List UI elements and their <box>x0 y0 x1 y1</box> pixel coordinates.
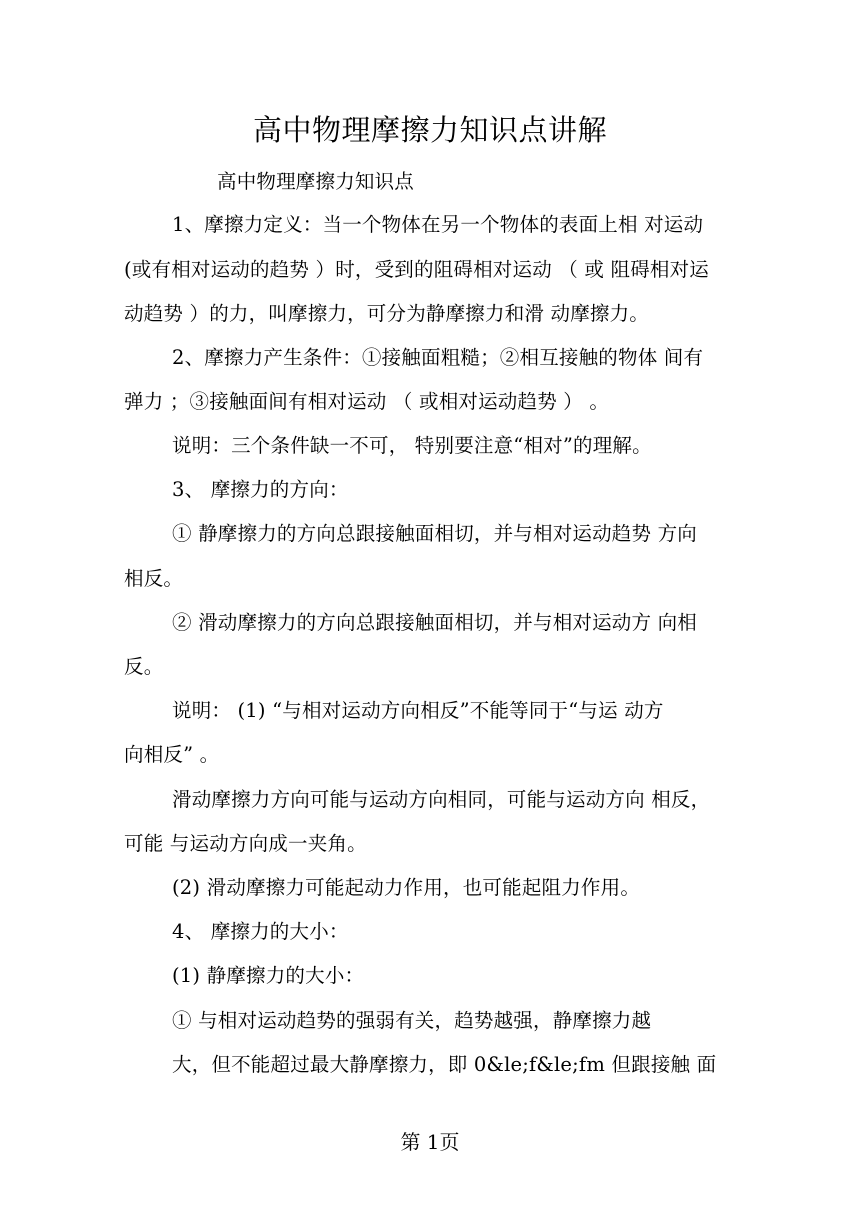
section-heading: 3、 摩擦力的方向： <box>172 478 349 501</box>
subtitle: 高中物理摩擦力知识点 <box>217 170 415 193</box>
paragraph-line: ① 与相对运动趋势的强弱有关，趋势越强，静摩擦力越 <box>172 1009 652 1032</box>
subsection-heading: (1) 静摩擦力的大小： <box>172 964 365 987</box>
paragraph-line: ② 滑动摩擦力的方向总跟接触面相切，并与相对运动方 向相 <box>172 611 697 634</box>
paragraph-line: 大，但不能超过最大静摩擦力，即 0&le;f&le;fm 但跟接触 面 <box>172 1053 717 1076</box>
paragraph-line: ① 静摩擦力的方向总跟接触面相切，并与相对运动趋势 方向 <box>172 522 697 545</box>
page-number: 第 1页 <box>400 1130 460 1154</box>
document-title: 高中物理摩擦力知识点讲解 <box>252 113 607 147</box>
paragraph-line: 1、摩擦力定义：当一个物体在另一个物体的表面上相 对运动 <box>172 213 704 236</box>
paragraph-line: 说明：三个条件缺一不可， 特别要注意“相对”的理解。 <box>172 434 652 457</box>
paragraph-line: 2、摩擦力产生条件：①接触面粗糙；②相互接触的物体 间有 <box>172 346 704 369</box>
paragraph-line: 向相反” 。 <box>124 743 220 766</box>
section-heading: 4、 摩擦力的大小： <box>172 920 349 943</box>
paragraph-line: 反。 <box>124 655 164 678</box>
paragraph-line: 相反。 <box>124 567 184 590</box>
paragraph-line: 弹力 ；③接触面间有相对运动 （ 或相对运动趋势 ） 。 <box>124 390 610 413</box>
paragraph-line: 动趋势 ）的力，叫摩擦力，可分为静摩擦力和滑 动摩擦力。 <box>124 302 649 325</box>
paragraph-line: 可能 与运动方向成一夹角。 <box>124 832 367 855</box>
paragraph-line: 说明： (1) “与相对运动方向相反”不能等同于“与运 动方 <box>172 699 664 722</box>
paragraph-line: (或有相对运动的趋势 ）时，受到的阻碍相对运动 （ 或 阻碍相对运 <box>124 258 710 281</box>
paragraph-line: 滑动摩擦力方向可能与运动方向相同，可能与运动方向 相反， <box>172 788 711 811</box>
paragraph-line: (2) 滑动摩擦力可能起动力作用，也可能起阻力作用。 <box>172 876 641 899</box>
